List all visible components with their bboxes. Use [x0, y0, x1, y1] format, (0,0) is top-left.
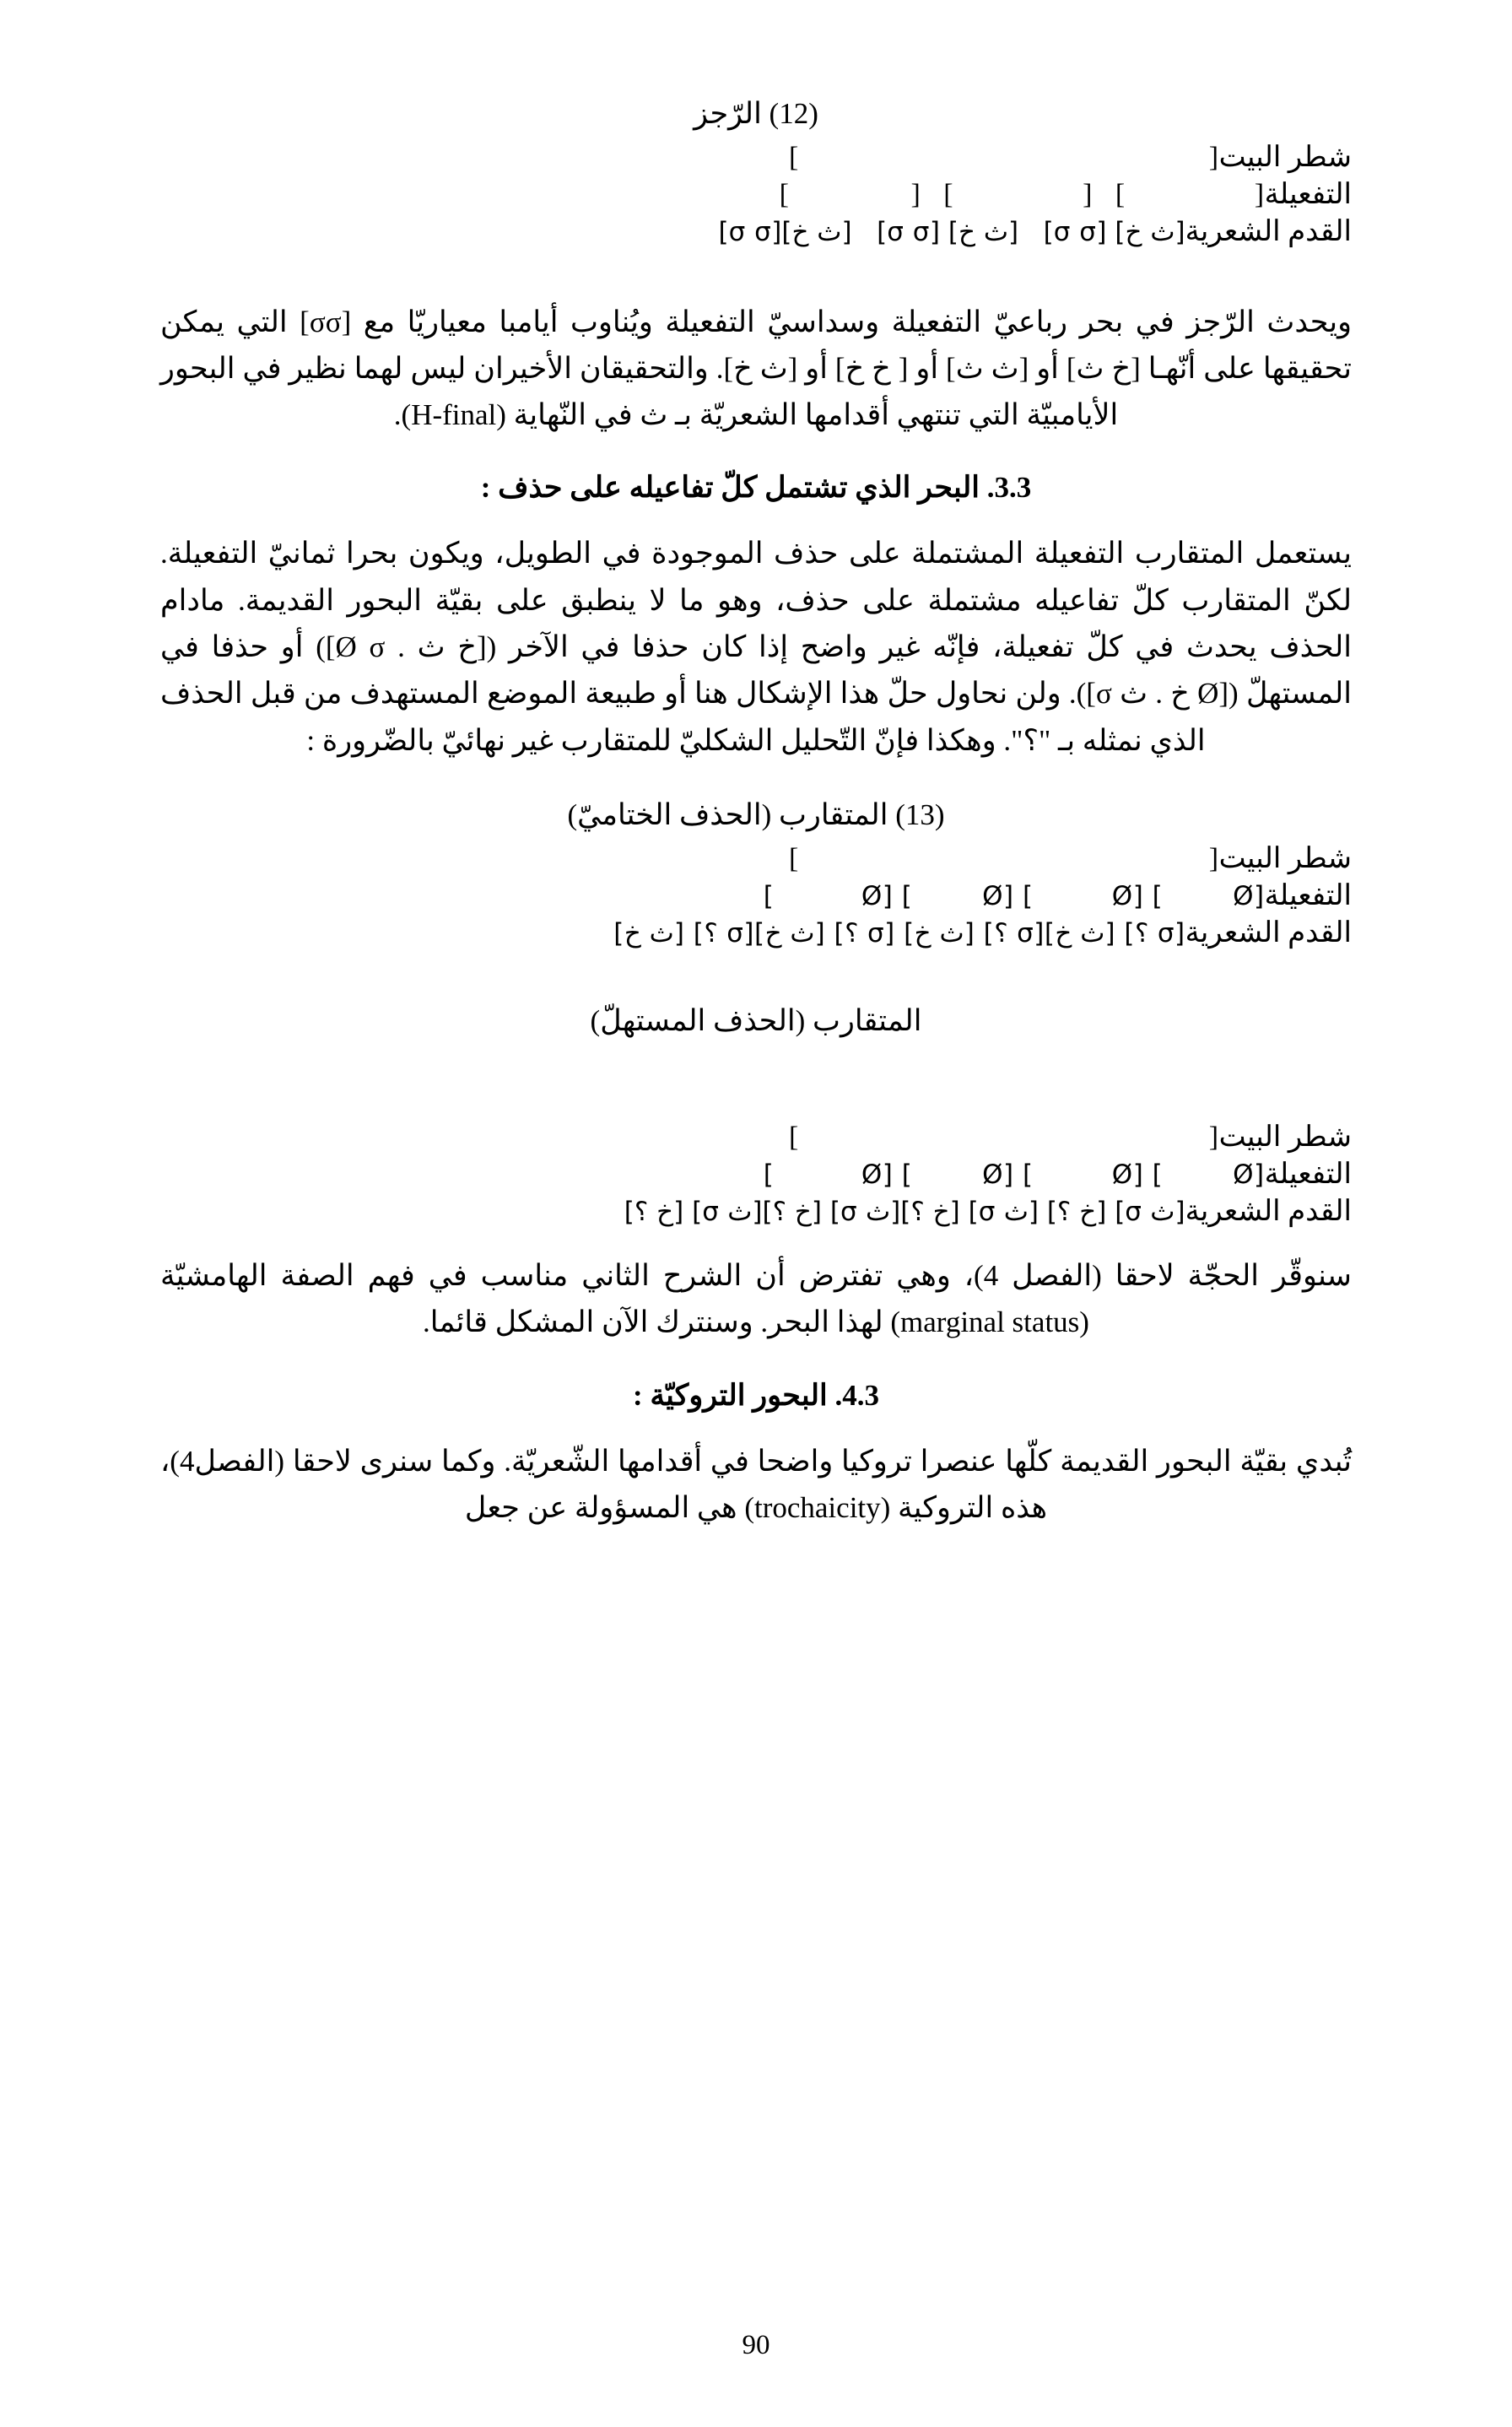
row-content-foot: [Ø ] [Ø ] [Ø ] [Ø ] [763, 1159, 1265, 1190]
row-content-verse: [ ] [788, 842, 1219, 874]
example-13b-block [160, 1000, 1352, 1231]
example-13-row-verse [160, 841, 1352, 878]
row-label-metricalfoot: القدم الشعرية [1185, 1195, 1352, 1227]
paragraph-trochaicity: تُبدي بقيّة البحور القديمة كلّها عنصرا تروكيا واضحا في أقدامها الشّعريّة. وكما سنرى لاحقا (الفصل4)، هذه التروكية (trochaicity) هي المسؤولة عن جعل [160, 1444, 1352, 1524]
example-12-title: (12) الرّجز [694, 97, 818, 130]
example-13-row-foot [160, 878, 1352, 915]
paragraph-marginal-status: سنوقّر الحجّة لاحقا (الفصل 4)، وهي تفترض أن الشرح الثاني مناسب في فهم الصفة الهامشيّة (marginal status) لهذا البحر. وسنترك الآن المشكل قائما. [160, 1259, 1352, 1339]
paragraph-rajaz: ويحدث الرّجز في بحر رباعيّ التفعيلة وسداسيّ التفعيلة ويُناوب أيامبا معياريّا مع [σσ] التي يمكن تحقيقها على أنّهـا [خ ث] أو [ث ث] أو [ خ خ] أو [ث خ]. والتحقيقان الأخيران ليس لهما نظير في البحور الأيامبيّة التي تنتهي أقدامها الشعريّة بـ ث في النّهاية (H-final). [160, 305, 1352, 432]
row-label-metricalfoot: القدم الشعرية [1185, 216, 1352, 248]
row-content-metricalfoot: [σ ؟] [ث خ][σ ؟] [ث خ] [σ ؟] [ث خ][σ ؟] [ث خ] [613, 918, 1185, 949]
page-number: 90 [742, 2330, 770, 2360]
section-heading-3-3: 3.3. البحر الذي تشتمل كلّ تفاعيله على حذف : [480, 471, 1032, 505]
row-content-metricalfoot: [ث خ] [σ σ] [ث خ] [σ σ] [ث خ][σ σ] [718, 217, 1185, 248]
example-13-title: (13) المتقارب (الحذف الختاميّ) [567, 797, 945, 831]
example-13-row-metricalfoot [160, 915, 1352, 952]
paragraph-mutaqarib: يستعمل المتقارب التفعيلة المشتملة على حذف الموجودة في الطويل، ويكون بحرا ثمانيّ التفعيلة. لكنّ المتقارب كلّ تفاعيله مشتملة على حذف، وهو ما لا ينطبق على بقيّة البحور القديمة. مادام الحذف يحدث في كلّ تفعيلة، فإنّه غير واضح إذا كان حذفا في الآخر ([خ ث . Ø σ]) أو حذفا في المستهلّ ([Ø خ . ث σ]). ولن نحاول حلّ هذا الإشكال هنا أو طبيعة الموضع المستهدف من قبل الحذف الذي نمثله بـ "؟". وهكذا فإنّ التّحليل الشكليّ للمتقارب غير نهائيّ بالضّرورة : [160, 537, 1353, 757]
example-13-block [160, 794, 1352, 953]
row-content-foot: [Ø ] [Ø ] [Ø ] [Ø ] [763, 881, 1265, 912]
example-13b-title: المتقارب (الحذف المستهلّ) [590, 1003, 922, 1037]
row-label-verse: شطر البيت [1218, 142, 1352, 173]
row-content-verse: [ ] [788, 1121, 1219, 1153]
row-label-foot: التفعيلة [1264, 880, 1352, 912]
row-content-metricalfoot: [ث σ] [خ ؟] [ث σ] [خ ؟][ث σ] [خ ؟][ث σ] [خ ؟] [624, 1196, 1185, 1227]
row-content-verse: [ ] [788, 142, 1219, 173]
row-label-verse: شطر البيت [1218, 1121, 1352, 1153]
row-label-foot: التفعيلة [1264, 179, 1352, 211]
example-13b-row-verse [160, 1119, 1352, 1156]
example-13b-row-foot [160, 1156, 1352, 1193]
example-12-row-metricalfoot [160, 214, 1352, 251]
example-12-row-verse [160, 139, 1352, 176]
row-label-foot: التفعيلة [1264, 1158, 1352, 1190]
example-12-row-foot [160, 176, 1352, 214]
example-13b-row-metricalfoot [160, 1193, 1352, 1230]
section-heading-4-3: 4.3. البحور التروكيّة : [632, 1378, 880, 1412]
row-label-verse: شطر البيت [1218, 842, 1352, 874]
row-content-foot: [ ] [ ] [ ] [779, 179, 1265, 211]
row-label-metricalfoot: القدم الشعرية [1185, 917, 1352, 949]
example-12-block [160, 93, 1352, 251]
